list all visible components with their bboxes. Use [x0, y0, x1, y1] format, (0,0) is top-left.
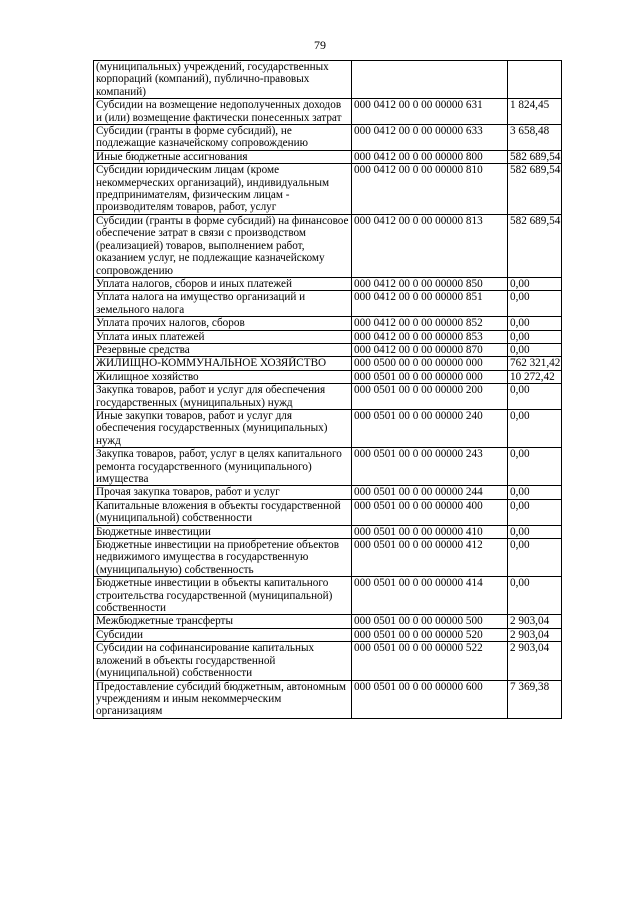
- row-code-cell: 000 0412 00 0 00 00000 851: [352, 291, 508, 317]
- row-name-cell: (муниципальных) учреждений, государственных корпораций (компаний), публично-правовых компаний): [94, 61, 352, 99]
- row-name-cell: ЖИЛИЩНО-КОММУНАЛЬНОЕ ХОЗЯЙСТВО: [94, 357, 352, 370]
- row-code-cell: 000 0501 00 0 00 00000 522: [352, 642, 508, 680]
- table-row: [94, 680, 562, 718]
- table-row: [94, 61, 562, 99]
- row-name-cell: Бюджетные инвестиции в объекты капитального строительства государственной (муниципальной) собственности: [94, 577, 352, 615]
- row-name-cell: Уплата прочих налогов, сборов: [94, 317, 352, 330]
- row-sum-cell: 10 272,42: [508, 370, 562, 383]
- row-code-cell: 000 0412 00 0 00 00000 852: [352, 317, 508, 330]
- table-row: [94, 539, 562, 577]
- row-name-cell: Уплата иных платежей: [94, 330, 352, 343]
- row-sum-cell: 2 903,04: [508, 628, 562, 641]
- table-row: [94, 125, 562, 151]
- row-code-cell: 000 0412 00 0 00 00000 850: [352, 277, 508, 290]
- row-name-cell: Иные закупки товаров, работ и услуг для обеспечения государственных (муниципальных) нужд: [94, 409, 352, 447]
- row-sum-cell: 1 824,45: [508, 99, 562, 125]
- row-name-cell: Закупка товаров, работ и услуг для обеспечения государственных (муниципальных) нужд: [94, 384, 352, 410]
- row-code-cell: 000 0501 00 0 00 00000 243: [352, 448, 508, 486]
- row-name-cell: Иные бюджетные ассигнования: [94, 150, 352, 163]
- table-row: [94, 150, 562, 163]
- table-row: [94, 628, 562, 641]
- row-sum-cell: 3 658,48: [508, 125, 562, 151]
- row-sum-cell: 0,00: [508, 317, 562, 330]
- row-name-cell: Субсидии (гранты в форме субсидий) на финансовое обеспечение затрат в связи с производством (реализацией) товаров, выполнением работ, оказанием услуг, не подлежащие казначейскому сопровождению: [94, 214, 352, 277]
- row-name-cell: Прочая закупка товаров, работ и услуг: [94, 486, 352, 499]
- row-code-cell: 000 0412 00 0 00 00000 810: [352, 164, 508, 215]
- table-row: [94, 330, 562, 343]
- row-code-cell: 000 0501 00 0 00 00000 244: [352, 486, 508, 499]
- row-name-cell: Бюджетные инвестиции на приобретение объектов недвижимого имущества в государственную (муниципальную) собственность: [94, 539, 352, 577]
- row-code-cell: 000 0412 00 0 00 00000 870: [352, 343, 508, 356]
- row-sum-cell: 582 689,54: [508, 164, 562, 215]
- table-row: [94, 409, 562, 447]
- row-code-cell: 000 0412 00 0 00 00000 631: [352, 99, 508, 125]
- row-sum-cell: 0,00: [508, 384, 562, 410]
- row-name-cell: Предоставление субсидий бюджетным, автономным учреждениям и иным некоммерческим организациям: [94, 680, 352, 718]
- row-code-cell: 000 0412 00 0 00 00000 853: [352, 330, 508, 343]
- row-sum-cell: [508, 61, 562, 99]
- row-name-cell: Субсидии на софинансирование капитальных вложений в объекты государственной (муниципальной) собственности: [94, 642, 352, 680]
- row-code-cell: 000 0412 00 0 00 00000 633: [352, 125, 508, 151]
- row-code-cell: 000 0500 00 0 00 00000 000: [352, 357, 508, 370]
- row-name-cell: Бюджетные инвестиции: [94, 525, 352, 538]
- table-row: [94, 615, 562, 628]
- row-code-cell: 000 0501 00 0 00 00000 000: [352, 370, 508, 383]
- row-name-cell: Уплата налогов, сборов и иных платежей: [94, 277, 352, 290]
- row-name-cell: Субсидии (гранты в форме субсидий), не подлежащие казначейскому сопровождению: [94, 125, 352, 151]
- row-code-cell: 000 0412 00 0 00 00000 800: [352, 150, 508, 163]
- row-code-cell: 000 0501 00 0 00 00000 500: [352, 615, 508, 628]
- row-sum-cell: 2 903,04: [508, 642, 562, 680]
- table-row: [94, 277, 562, 290]
- row-sum-cell: 0,00: [508, 291, 562, 317]
- table-row: [94, 164, 562, 215]
- table-row: [94, 99, 562, 125]
- row-name-cell: Межбюджетные трансферты: [94, 615, 352, 628]
- row-sum-cell: 0,00: [508, 577, 562, 615]
- row-sum-cell: 0,00: [508, 486, 562, 499]
- row-code-cell: 000 0501 00 0 00 00000 414: [352, 577, 508, 615]
- row-sum-cell: 0,00: [508, 539, 562, 577]
- budget-table-body: [94, 61, 562, 719]
- table-row: [94, 357, 562, 370]
- row-sum-cell: 0,00: [508, 525, 562, 538]
- row-name-cell: Жилищное хозяйство: [94, 370, 352, 383]
- row-code-cell: 000 0501 00 0 00 00000 240: [352, 409, 508, 447]
- row-code-cell: 000 0501 00 0 00 00000 400: [352, 499, 508, 525]
- row-sum-cell: 2 903,04: [508, 615, 562, 628]
- table-row: [94, 499, 562, 525]
- row-sum-cell: 762 321,42: [508, 357, 562, 370]
- row-sum-cell: 7 369,38: [508, 680, 562, 718]
- row-name-cell: Резервные средства: [94, 343, 352, 356]
- table-row: [94, 291, 562, 317]
- row-code-cell: 000 0501 00 0 00 00000 520: [352, 628, 508, 641]
- table-row: [94, 370, 562, 383]
- row-name-cell: Капитальные вложения в объекты государственной (муниципальной) собственности: [94, 499, 352, 525]
- row-name-cell: Субсидии на возмещение недополученных доходов и (или) возмещение фактически понесенных затрат: [94, 99, 352, 125]
- row-sum-cell: 582 689,54: [508, 214, 562, 277]
- row-code-cell: 000 0501 00 0 00 00000 600: [352, 680, 508, 718]
- budget-table: [93, 60, 562, 719]
- row-code-cell: [352, 61, 508, 99]
- table-row: [94, 214, 562, 277]
- row-name-cell: Субсидии юридическим лицам (кроме некоммерческих организаций), индивидуальным предпринимателям, физическим лицам - производителям товаров, работ, услуг: [94, 164, 352, 215]
- table-row: [94, 343, 562, 356]
- row-sum-cell: 0,00: [508, 499, 562, 525]
- table-row: [94, 317, 562, 330]
- row-name-cell: Уплата налога на имущество организаций и земельного налога: [94, 291, 352, 317]
- table-row: [94, 525, 562, 538]
- table-row: [94, 577, 562, 615]
- row-name-cell: Субсидии: [94, 628, 352, 641]
- table-row: [94, 448, 562, 486]
- row-sum-cell: 0,00: [508, 409, 562, 447]
- table-row: [94, 642, 562, 680]
- row-sum-cell: 582 689,54: [508, 150, 562, 163]
- row-code-cell: 000 0412 00 0 00 00000 813: [352, 214, 508, 277]
- row-sum-cell: 0,00: [508, 448, 562, 486]
- table-row: [94, 384, 562, 410]
- row-code-cell: 000 0501 00 0 00 00000 410: [352, 525, 508, 538]
- row-sum-cell: 0,00: [508, 330, 562, 343]
- row-code-cell: 000 0501 00 0 00 00000 412: [352, 539, 508, 577]
- row-code-cell: 000 0501 00 0 00 00000 200: [352, 384, 508, 410]
- row-sum-cell: 0,00: [508, 343, 562, 356]
- table-row: [94, 486, 562, 499]
- page-number: 79: [314, 38, 326, 52]
- row-sum-cell: 0,00: [508, 277, 562, 290]
- row-name-cell: Закупка товаров, работ, услуг в целях капитального ремонта государственного (муниципального) имущества: [94, 448, 352, 486]
